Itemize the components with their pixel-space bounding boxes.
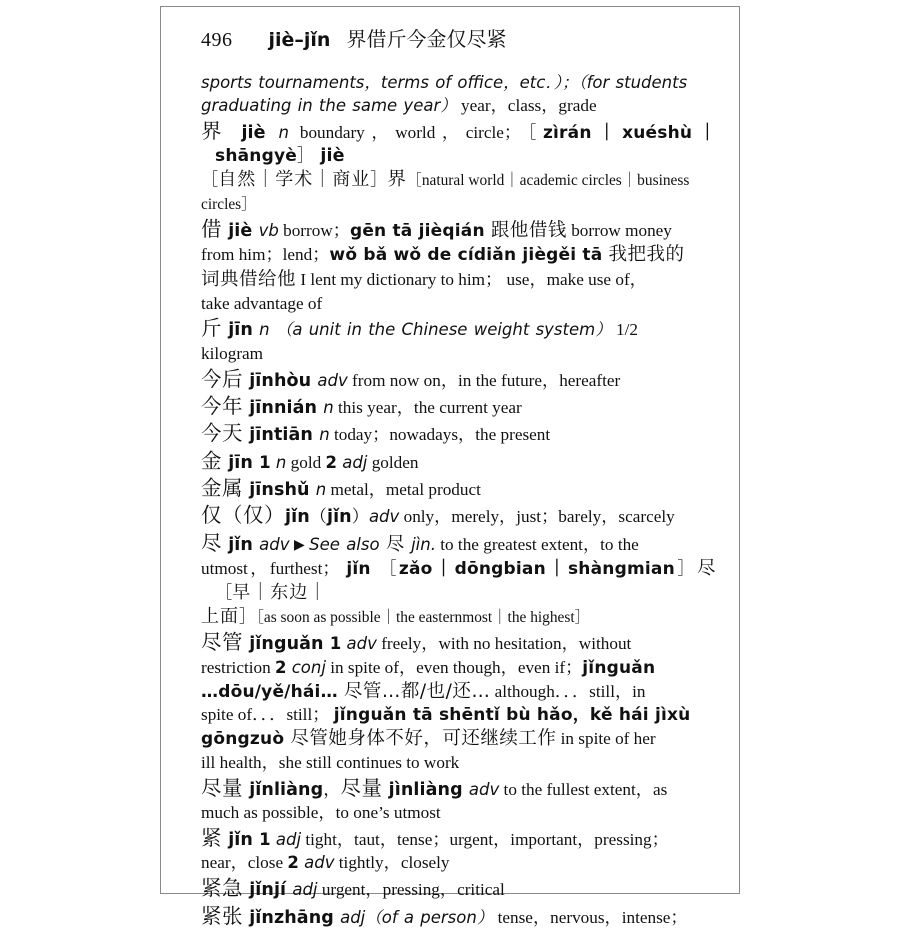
text-run-en: this year，the current year <box>333 398 522 418</box>
entry-line <box>201 366 716 393</box>
text-run-py: jǐn <box>222 534 260 555</box>
text-run-py: jǐn <box>285 507 310 528</box>
text-run-en: from him；lend； <box>201 245 330 265</box>
entry-line <box>201 825 716 852</box>
entry-line <box>201 530 716 557</box>
entry-line <box>201 72 716 94</box>
text-run-ex: jǐn <box>346 559 380 580</box>
text-run-en-sm: ［as soon as possible｜the easternmost｜the highest］ <box>256 609 591 627</box>
text-run-pos: adv <box>259 534 290 554</box>
text-run-hz: 尽管 <box>201 630 243 655</box>
text-run-py: jǐnliàng <box>243 779 324 800</box>
entry-line <box>201 118 716 168</box>
text-run-en: ， <box>323 779 341 799</box>
entry-line <box>201 775 716 802</box>
entry-line <box>201 704 716 726</box>
text-run-hz: 仅（仅） <box>201 503 285 528</box>
text-run-hz-in: 尽 <box>385 533 405 555</box>
dictionary-entry <box>201 315 716 365</box>
text-run-en: boundary，world，circle；［ <box>288 122 543 142</box>
text-run-hz: 斤 <box>201 316 222 341</box>
text-run-en: in spite of，even though，even if； <box>325 657 583 677</box>
text-run-py: jīnshǔ <box>243 480 316 501</box>
entry-line <box>201 802 716 824</box>
text-run-en: ［ <box>379 559 399 579</box>
dictionary-entry <box>201 366 716 393</box>
text-run-en: I lent my dictionary to him； use，make use of， <box>296 269 647 289</box>
text-run-py: jīn <box>222 452 260 473</box>
text-run-py: jǐnjí <box>243 880 293 901</box>
entry-line <box>201 605 716 628</box>
text-run-py: jǐnguǎn <box>243 634 330 655</box>
entry-line <box>201 393 716 420</box>
entry-line <box>201 420 716 447</box>
text-run-hz-in: 尽管她身体不好，可还继续工作 <box>290 728 557 750</box>
text-run-en: restriction <box>201 657 275 677</box>
text-run-hz-in: 尽管…都/也/还… <box>343 680 491 702</box>
text-run-py: jīn <box>222 320 260 341</box>
text-run-pos: adj <box>270 830 302 850</box>
text-run-hz-sm: 自然｜学术｜商业 <box>218 169 371 191</box>
entry-line <box>201 852 716 874</box>
entry-line <box>201 243 716 267</box>
dictionary-entry <box>201 629 716 774</box>
text-run-ex: gōngzuò <box>201 729 291 750</box>
text-run-en: tightly，closely <box>334 853 450 873</box>
text-run-ital: （a unit in the Chinese weight system） <box>269 320 612 340</box>
entry-line <box>201 193 716 215</box>
text-run-pos: adv <box>341 634 377 654</box>
text-run-hz: 界 <box>201 118 229 143</box>
text-run-en: tense，nervous，intense； <box>493 907 688 927</box>
text-run-en: freely，with no hesitation，without <box>376 634 632 654</box>
text-run-en: to the fullest extent，as <box>499 779 668 799</box>
text-run-hz: 今天 <box>201 421 243 446</box>
text-run-ital: See also <box>309 534 386 554</box>
text-run-en: borrow； <box>278 220 350 240</box>
text-run-py: jìnliàng <box>382 779 469 800</box>
page-number: 496 <box>201 29 233 51</box>
text-run-pos: n <box>278 122 289 142</box>
text-run-py: jǐn <box>326 507 352 528</box>
entry-line <box>201 216 716 243</box>
text-run-hz-sm: 上面 <box>201 606 239 628</box>
text-run-hz-in: 我把我的 <box>608 244 685 266</box>
text-run-en: ］ <box>674 559 697 579</box>
entry-line <box>201 557 716 605</box>
text-run-en: ill health，she still continues to work <box>201 752 460 772</box>
text-run-hz: 金 <box>201 448 222 473</box>
text-run-ex: wǒ bǎ wǒ de cídiǎn jiègěi tā <box>329 245 609 266</box>
text-run-tri: ▶ <box>289 536 310 553</box>
text-run-py: jǐn <box>222 830 260 851</box>
text-run-ex: jǐnguǎn <box>582 657 656 678</box>
text-run-hz: 尽量 <box>201 775 243 800</box>
text-run-en: golden <box>367 452 419 472</box>
dictionary-entry <box>201 775 716 825</box>
text-run-en: gold <box>286 452 326 472</box>
entry-line <box>201 268 716 292</box>
text-run-py: jiè <box>314 145 345 166</box>
text-run-pos: n <box>270 452 287 472</box>
text-run-en: ） <box>351 507 369 527</box>
text-run-pos: adv <box>468 779 500 799</box>
text-run-pos: n <box>323 398 334 418</box>
dictionary-entry <box>201 825 716 875</box>
entry-line <box>201 448 716 475</box>
entry-line <box>201 680 716 704</box>
text-run-ex: zìrán｜xuéshù｜shāngyè <box>215 122 717 166</box>
text-run-ex: jǐnguǎn tā shēntǐ bù hǎo，kě hái jìxù <box>333 705 691 726</box>
entry-line <box>201 657 716 679</box>
text-run-en: kilogram <box>201 343 264 363</box>
text-run-en: borrow money <box>566 220 672 240</box>
text-run-py: jīntiān <box>243 425 320 446</box>
dictionary-entry-list <box>201 72 716 930</box>
text-run-hz: 今年 <box>201 394 243 419</box>
text-run-en: although．．．still，in <box>490 681 646 701</box>
text-run-hz-in: 界 <box>387 169 407 191</box>
entry-line <box>201 293 716 315</box>
text-run-en: take advantage of <box>201 293 323 313</box>
text-run-pos: n <box>259 320 270 340</box>
text-run-pos: vb <box>258 220 279 240</box>
entry-line <box>201 903 716 930</box>
text-run-pos: adj <box>340 907 366 927</box>
text-run-hz: 借 <box>201 216 222 241</box>
guide-words-pinyin: jiè–jǐn <box>268 29 331 51</box>
text-run-en: tight，taut，tense；urgent，important，pressing； <box>301 830 669 850</box>
guide-words-hanzi: 界借斤今金仅尽紧 <box>346 29 507 51</box>
dictionary-entry <box>201 448 716 475</box>
text-run-en: ［ <box>215 583 233 603</box>
text-run-hz-in: 跟他借钱 <box>490 219 567 241</box>
text-run-py: jǐnzhāng <box>243 907 341 928</box>
entry-line <box>201 502 716 529</box>
text-run-ex: …dōu/yě/hái… <box>201 681 344 702</box>
text-run-en: near，close <box>201 853 288 873</box>
text-run-pos: adj <box>292 880 318 900</box>
text-run-hz: 紧急 <box>201 876 243 901</box>
text-run-ital: jìn. <box>404 534 436 554</box>
text-run-en: year，class，grade <box>456 95 597 115</box>
text-run-en: only，merely，just；barely，scarcely <box>399 507 675 527</box>
text-run-en: in spite of her <box>556 729 656 749</box>
text-run-hz: 紧 <box>201 826 222 851</box>
text-run-hz-sm: 早｜东边｜ <box>232 582 328 604</box>
entry-line <box>201 727 716 751</box>
text-run-en: 1/2 <box>611 320 638 340</box>
entry-line <box>201 629 716 656</box>
dictionary-entry <box>201 118 716 215</box>
text-run-en: to the greatest extent，to the <box>435 534 639 554</box>
text-run-hz: 尽量 <box>340 775 383 800</box>
entry-line <box>201 343 716 365</box>
text-run-en: spite of．．．still； <box>201 705 334 725</box>
dictionary-entry <box>201 216 716 315</box>
text-run-hz: 尽 <box>201 530 222 555</box>
dictionary-entry <box>201 530 716 629</box>
text-run-pos: conj <box>286 657 326 677</box>
entry-line <box>201 875 716 902</box>
text-run-num: 1 <box>259 452 271 472</box>
text-run-ital: sports tournaments，terms of office，etc．）；（for students <box>201 73 688 92</box>
text-run-en: ］ <box>370 170 388 190</box>
text-run-ex: gēn tā jièqián <box>349 220 491 241</box>
text-run-py: jīnnián <box>243 398 324 419</box>
text-run-en: metal，metal product <box>326 480 481 500</box>
text-run-pos: n <box>315 480 327 500</box>
text-run-num: 2 <box>325 452 337 472</box>
text-run-ital: （of a person） <box>365 907 494 927</box>
dictionary-entry <box>201 875 716 902</box>
text-run-ital: graduating in the same year） <box>201 95 457 115</box>
text-run-num: 2 <box>287 853 299 873</box>
page-content <box>201 23 716 930</box>
text-run-en: ］ <box>296 145 315 165</box>
text-run-en: urgent，pressing，critical <box>317 880 505 900</box>
text-run-hz-in: 词典借给他 <box>201 268 297 290</box>
text-run-en: from now on，in the future，hereafter <box>347 370 621 390</box>
text-run-hz: 金属 <box>201 476 243 501</box>
dictionary-entry <box>201 903 716 930</box>
text-run-pos: adj <box>336 452 368 472</box>
dictionary-page-frame <box>160 6 740 928</box>
entry-line <box>201 752 716 774</box>
text-run-py: jiè <box>222 220 259 241</box>
text-run-pos: adv <box>368 507 400 527</box>
text-run-en: today；nowadays，the present <box>329 425 551 445</box>
text-run-pos: n <box>319 425 330 445</box>
text-run-num: 1 <box>259 830 271 850</box>
text-run-en: much as possible，to one’s utmost <box>201 803 441 823</box>
text-run-py: jiè <box>228 122 279 143</box>
text-run-num: 1 <box>329 634 342 654</box>
entry-line <box>201 95 716 117</box>
entry-line <box>201 315 716 342</box>
text-run-hz: 紧张 <box>201 903 243 928</box>
text-run-en: ］ <box>239 607 257 627</box>
text-run-pos: adv <box>317 370 348 390</box>
text-run-en-sm: ［natural world｜academic circles｜business <box>406 172 690 190</box>
text-run-en-sm: circles］ <box>201 195 257 213</box>
dictionary-entry <box>201 393 716 420</box>
text-run-en: utmost，furthest； <box>201 559 347 579</box>
running-head <box>201 23 716 52</box>
text-run-hz-in: 尽 <box>696 558 716 580</box>
text-run-hz: 今后 <box>201 366 243 391</box>
dictionary-entry <box>201 420 716 447</box>
text-run-ex: zǎo｜dōngbian｜shàngmian <box>398 559 675 580</box>
text-run-en: ［ <box>201 170 219 190</box>
entry-line <box>201 168 716 192</box>
dictionary-entry <box>201 502 716 529</box>
text-run-pos: adv <box>298 853 335 873</box>
text-run-en: （ <box>309 507 327 527</box>
text-run-num: 2 <box>274 657 287 677</box>
entry-line <box>201 475 716 502</box>
text-run-py: jīnhòu <box>243 370 318 391</box>
dictionary-entry <box>201 475 716 502</box>
dictionary-entry <box>201 72 716 117</box>
